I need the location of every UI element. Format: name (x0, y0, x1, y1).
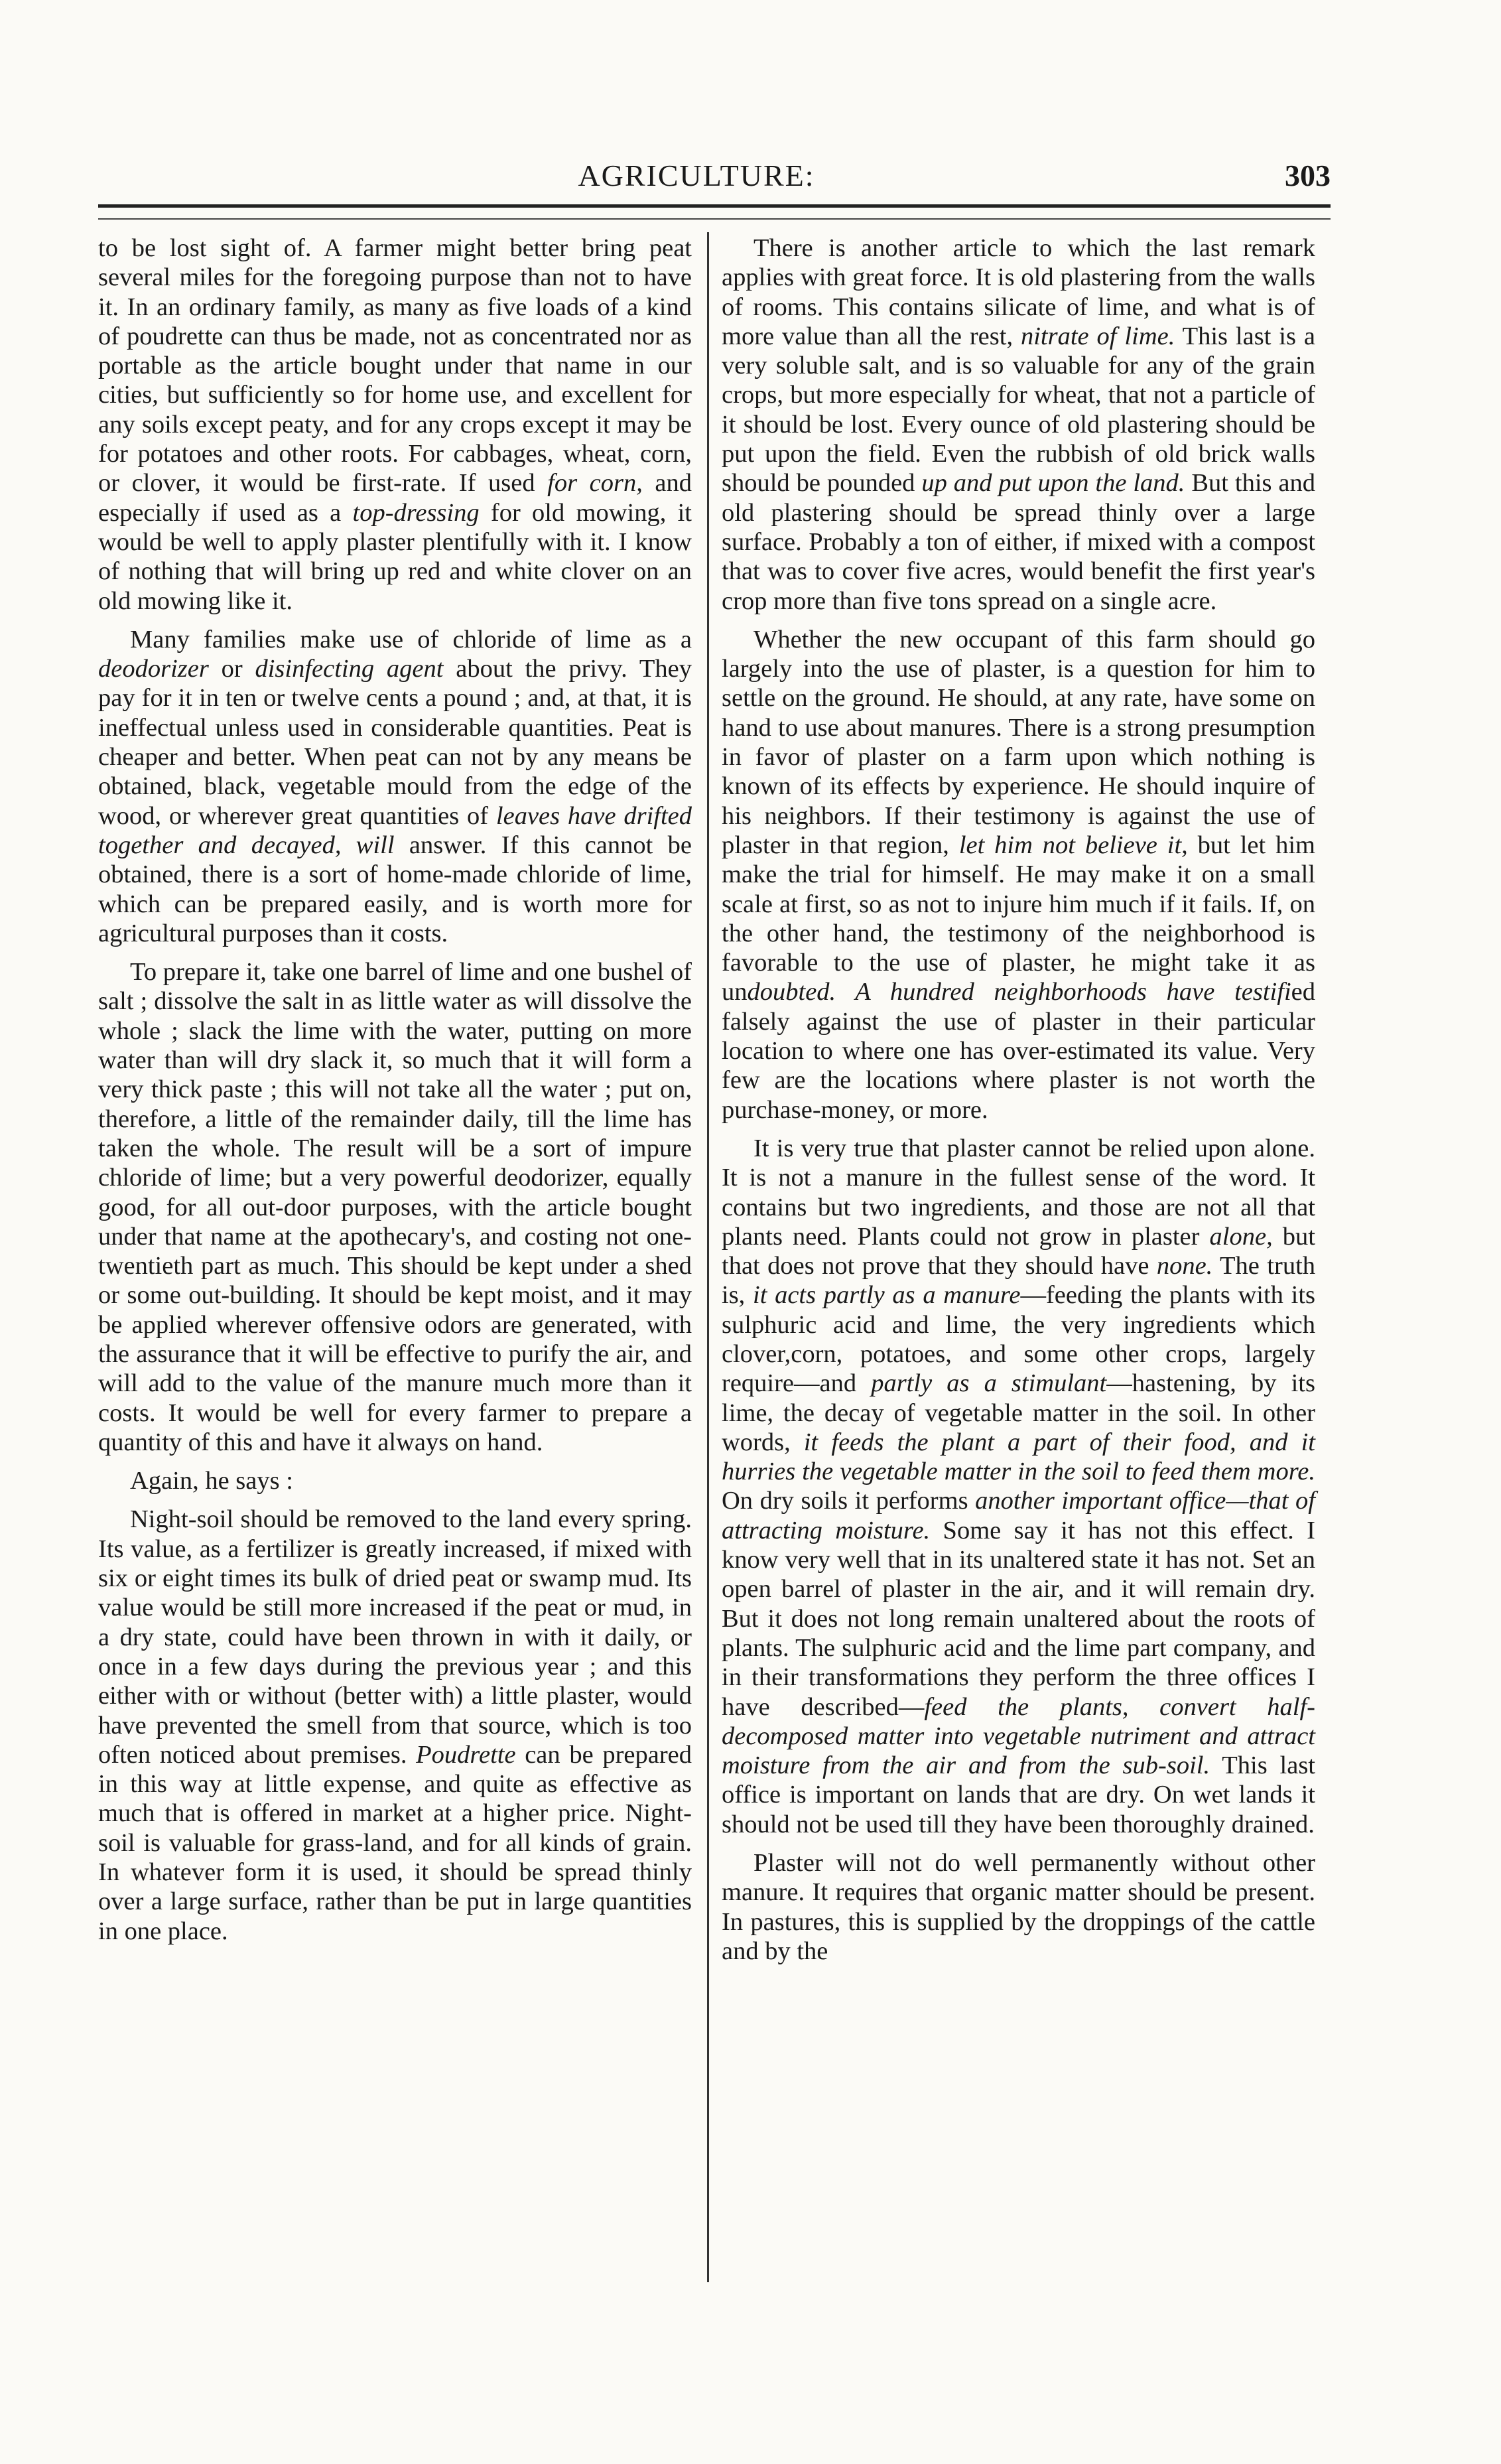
running-title: AGRICULTURE: (578, 159, 815, 192)
right-column (722, 234, 1315, 1975)
header-rule (98, 204, 1331, 220)
paragraph-again-he-says: Again, he says : (130, 1467, 293, 1495)
left-column (98, 234, 692, 1955)
paragraph-chloride-of-lime: Many families make use of chloride of lime as a deodorizer or disinfecting agent about the privy. They pay for it in ten or twelve cents a pound ; and, at that, it is ineffectual unless used in considerable quantities. Peat is cheaper and better. When peat can not by any means be obtained, black, vegetable mould from the edge of the wood, or wherever great quantities of leaves have drifted together and decayed, will answer. If this cannot be obtained, there is a sort of home-made chloride of lime, which can be prepared easily, and is worth more for agricultural purposes than it costs. (98, 625, 692, 947)
paragraph-use-of-plaster: Whether the new occupant of this farm should go largely into the use of plaster, is a question for him to settle on the ground. He should, at any rate, have some on hand to use about manures. There is a strong presumption in favor of plaster on a farm upon which nothing is known of its effects by experience. He should inquire of his neighbors. If their testimony is against the use of plaster in that region, let him not believe it, but let him make the trial for himself. He may make it on a small scale at first, so as not to injure him much if it fails. If, on the other hand, the testimony of the neighborhood is favorable to the use of plaster, he might take it as undoubted. A hundred neighborhoods have testified falsely against the use of plaster in their particular location to where one has over-estimated its value. Very few are the locations where plaster is not worth the purchase-money, or more. (722, 625, 1315, 1124)
paragraph-prepare-chloride: To prepare it, take one barrel of lime and one bushel of salt ; dissolve the salt in as little water as will dissolve the whole ; slack the lime with the water, putting on more water than will dry slack it, so much that it will form a very thick paste ; this will not take all the water ; put on, therefore, a little of the remainder daily, till the lime has taken the whole. The result will be a sort of impure chloride of lime; but a very powerful deodorizer, equally good, for all out-door purposes, with the article bought under that name at the apothecary's, and costing not one-twentieth part as much. This should be kept under a shed or some out-building. It should be kept moist, and it may be applied wherever offensive odors are generated, with the assurance that it will be effective to purify the air, and will add to the value of the manure much more than it costs. It would be well for every farmer to prepare a quantity of this and have it always on hand. (98, 958, 692, 1456)
paragraph-plaster-not-alone: It is very true that plaster cannot be relied upon alone. It is not a manure in the fullest sense of the word. It contains but two ingredients, and those are not all that plants need. Plants could not grow in plaster alone, but that does not prove that they should have none. The truth is, it acts partly as a manure—feeding the plants with its sulphuric acid and lime, the very ingredients which clover,corn, potatoes, and some other crops, largely require—and partly as a stimulant—hastening, by its lime, the decay of vegetable matter in the soil. In other words, it feeds the plant a part of their food, and it hurries the vegetable matter in the soil to feed them more. On dry soils it performs another important office—that of attracting moisture. Some say it has not this effect. I know very well that in its unaltered state it has not. Set an open barrel of plaster in the air, and it will remain dry. But it does not long remain unaltered about the roots of plants. The sulphuric acid and the lime part company, and in their transformations they perform the three offices I have described—feed the plants, convert half-decomposed matter into vegetable nutriment and attract moisture from the air and from the sub-soil. This last office is important on lands that are dry. On wet lands it should not be used till they have been thoroughly drained. (722, 1134, 1316, 1838)
column-divider (707, 232, 709, 2282)
paragraph-plaster-permanently: Plaster will not do well permanently without other manure. It requires that organic matter should be present. In pastures, this is supplied by the droppings of the cattle and by the (722, 1849, 1315, 1965)
paragraph-old-plastering: There is another article to which the last remark applies with great force. It is old plastering from the walls of rooms. This contains silicate of lime, and what is of more value than all the rest, nitrate of lime. This last is a very soluble salt, and is so valuable for any of the grain crops, but more especially for wheat, that not a particle of it should be lost. Every ounce of old plastering should be put upon the field. Even the rubbish of old brick walls should be pounded up and put upon the land. But this and old plastering should be spread thinly over a large surface. Probably a ton of either, if mixed with a compost that was to cover five acres, would benefit the first year's crop more than five tons spread on a single acre. (722, 234, 1316, 615)
paragraph-night-soil: Night-soil should be removed to the land every spring. Its value, as a fertilizer is greatly increased, if mixed with six or eight times its bulk of dried peat or swamp mud. Its value would be still more increased if the peat or mud, in a dry state, could have been thrown in with it daily, or once in a few days during the previous year ; and this either with or without (better with) a little plaster, would have prevented the smell from that source, which is too often noticed about premises. Poudrette can be prepared in this way at little expense, and quite as effective as much that is offered in market at a higher price. Night-soil is valuable for grass-land, and for all kinds of grain. In whatever form it is used, it should be spread thinly over a large surface, rather than be put in large quantities in one place. (98, 1505, 692, 1945)
paragraph-peat-poudrette: to be lost sight of. A farmer might better bring peat several miles for the foregoing purpose than not to have it. In an ordinary family, as many as five loads of a kind of poudrette can thus be made, not as concentrated nor as portable as the article bought under that name in our cities, but sufficiently so for home use, and excellent for any soils except peaty, and for any crops except it may be for potatoes and other roots. For cabbages, wheat, corn, or clover, it would be first-rate. If used for corn, and especially if used as a top-dressing for old mowing, it would be well to apply plaster plentifully with it. I know of nothing that will bring up red and white clover on an old mowing like it. (98, 234, 692, 615)
page-number: 303 (1285, 159, 1331, 192)
